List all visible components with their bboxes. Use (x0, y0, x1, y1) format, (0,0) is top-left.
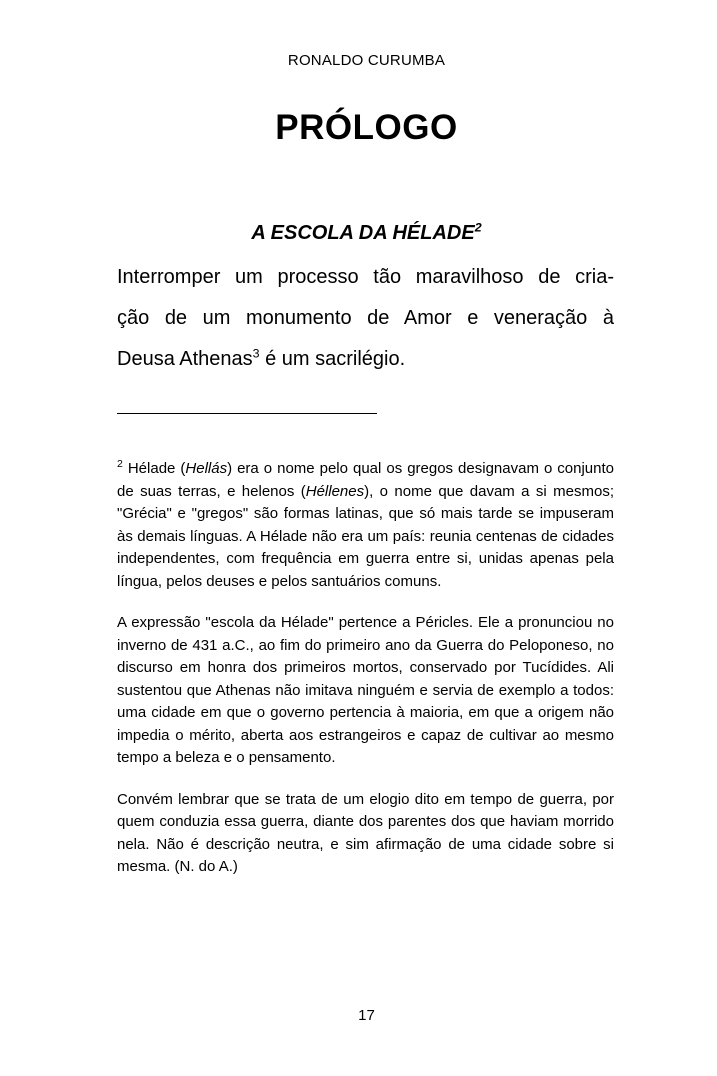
footnote-text: ), o nome que davam a si mesmos; "Grécia" e "gregos" são formas latinas, que só mais tarde se impuseram às demais línguas. A Hélade não era um país: reunia centenas de cidades independentes, com frequência em guerra entre si, unidas apenas pela língua, pelos deuses e pelos santuários comuns. (117, 482, 614, 590)
body-line-3 (117, 347, 614, 371)
section-title (0, 222, 717, 245)
footnote-separator (117, 413, 377, 414)
term-hellas: Hellás (185, 460, 228, 477)
footnote-2-paragraph-3: Convém lembrar que se trata de um elogio dito em tempo de guerra, por quem conduzia essa guerra, diante dos parentes dos que haviam morrido nela. Não é descrição neutra, e sim afirmação de uma cidade sobre si mesma. (N. do A.) (117, 790, 614, 875)
footnote-ref-3: 3 (252, 346, 260, 361)
section-title-text: A ESCOLA DA HÉLADE (251, 222, 475, 244)
footnote-2-paragraph-1 (117, 458, 614, 593)
chapter-title: PRÓLOGO (275, 108, 458, 147)
footnote-text: Hélade ( (122, 460, 186, 477)
footnote-number: 2 (117, 458, 123, 470)
footnote-text: ) era o nome pelo qual os gregos designavam o conjunto de suas terras, e helenos ( (117, 460, 614, 500)
footnote-2-paragraph-2: A expressão "escola da Hélade" pertence a Péricles. Ele a pronunciou no inverno de 431 a.C., ao fim do primeiro ano da Guerra do Peloponeso, no discurso em honra dos primeiros mortos, conservado por Tucídides. Ali sustentou que Athenas não imitava ninguém e servia de exemplo a todos: uma cidade em que o governo pertencia à maioria, em que a origem não impedia o mérito, aberta aos estrangeiros e capaz de cultivar ao mesmo tempo a beleza e o pensamento. (117, 614, 614, 766)
body-line-3-end: é um sacrilégio. (259, 348, 406, 370)
term-hellenes: Héllenes (305, 482, 365, 500)
footnote-ref-2: 2 (474, 220, 482, 235)
page-number: 17 (358, 1007, 375, 1024)
body-line-3-text: Deusa Athenas (117, 348, 253, 370)
footnotes (117, 458, 614, 898)
body-line-2: ção de um monumento de Amor e veneração à (117, 307, 614, 329)
body-line-1: Interromper um processo tão maravilhoso de cria- (117, 266, 614, 288)
running-head: RONALDO CURUMBA (287, 52, 446, 69)
